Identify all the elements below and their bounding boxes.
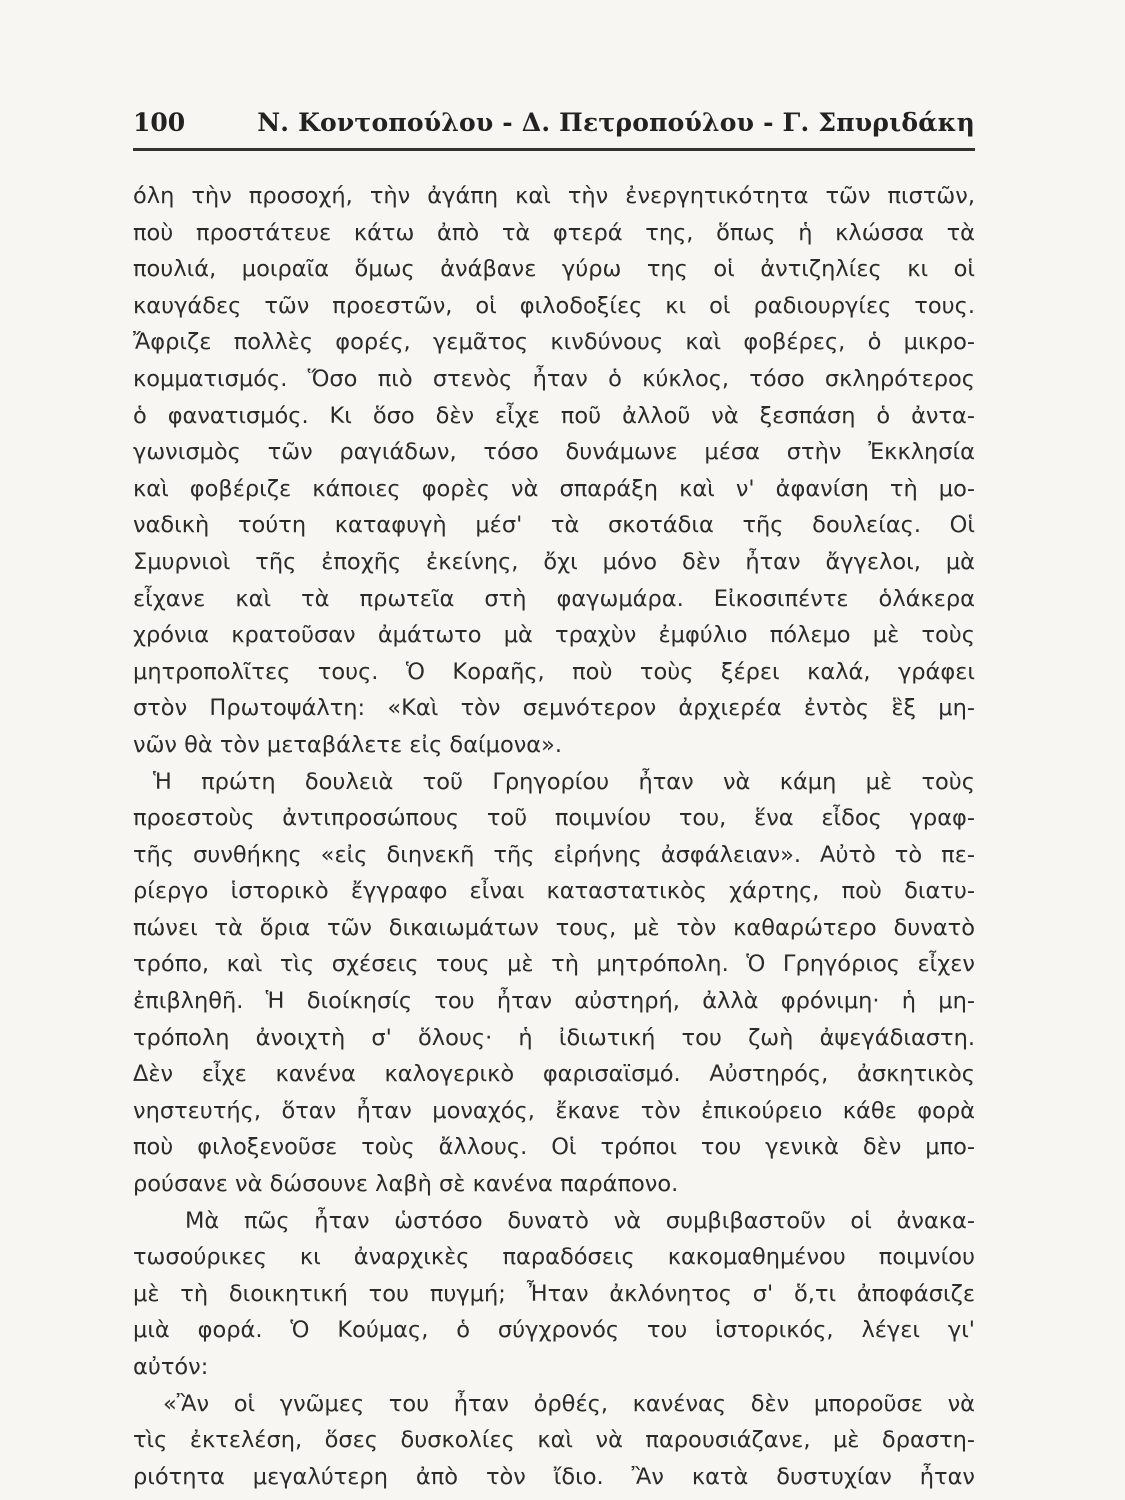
paragraph — [133, 1203, 975, 1386]
text-line: τρόπο, καὶ τὶς σχέσεις τους μὲ τὴ μητρόπολη. Ὁ Γρηγόριος εἶχεν — [133, 951, 975, 978]
text-line: Δὲν εἶχε κανένα καλογερικὸ φαρισαϊσμό. Αὐστηρός, ἀσκητικὸς — [133, 1061, 975, 1088]
text-line: πουλιά, μοιραῖα ὅμως ἀνάβανε γύρω της οἱ ἀντιζηλίες κι οἱ — [133, 256, 975, 283]
text-line: προεστοὺς ἀντιπροσώπους τοῦ ποιμνίου του, ἕνα εἶδος γραφ- — [133, 805, 975, 832]
text-line: ποὺ προστάτευε κάτω ἀπὸ τὰ φτερά της, ὅπως ἡ κλώσσα τὰ — [133, 219, 975, 246]
text-line: αὐτόν: — [133, 1354, 209, 1380]
text-line: Μὰ πῶς ἦταν ὡστόσο δυνατὸ νὰ συμβιβαστοῦν οἱ ἀνακα- — [185, 1207, 975, 1234]
text-line: ριότητα μεγαλύτερη ἀπὸ τὸν ἴδιο. Ἂν κατὰ δυστυχίαν ἦταν — [133, 1463, 975, 1490]
text-line: εἶχανε καὶ τὰ πρωτεῖα στὴ φαγωμάρα. Εἰκοσιπέντε ὁλάκερα — [133, 585, 975, 612]
text-line: μητροπολῖτες τους. Ὁ Κοραῆς, ποὺ τοὺς ξέρει καλά, γράφει — [133, 658, 975, 685]
text-line: όλη τὴν προσοχή, τὴν ἀγάπη καὶ τὴν ἐνεργητικότητα τῶν πιστῶν, — [133, 183, 975, 209]
text-line: γωνισμὸς τῶν ραγιάδων, τόσο δυνάμωνε μέσα στὴν Ἐκκλησία — [133, 439, 975, 466]
running-head — [133, 104, 975, 144]
body-text — [133, 178, 975, 1495]
text-line: Σμυρνιοὶ τῆς ἐποχῆς ἐκείνης, ὄχι μόνο δὲν ἦταν ἄγγελοι, μὰ — [133, 548, 975, 575]
text-line: χρόνια κρατοῦσαν ἀμάτωτο μὰ τραχὺν ἐμφύλιο πόλεμο μὲ τοὺς — [133, 622, 975, 649]
page-number: 100 — [133, 108, 186, 137]
text-line: τρόπολη ἀνοιχτὴ σ' ὅλους· ἡ ἰδιωτική του ζωὴ ἀψεγάδιαστη. — [133, 1024, 975, 1051]
text-line: ρούσανε νὰ δώσουνε λαβὴ σὲ κανένα παράπονο. — [133, 1171, 679, 1198]
paragraph — [133, 764, 975, 1203]
text-line: ὁ φανατισμός. Κι ὅσο δὲν εἶχε ποῦ ἀλλοῦ νὰ ξεσπάση ὁ ἀντα- — [133, 402, 975, 429]
text-line: ρίεργο ἱστορικὸ ἔγγραφο εἶναι καταστατικὸς χάρτης, ποὺ διατυ- — [133, 878, 975, 905]
text-line: τὶς ἐκτελέση, ὅσες δυσκολίες καὶ νὰ παρουσιάζανε, μὲ δραστη- — [133, 1427, 975, 1454]
text-line: μὲ τὴ διοικητική του πυγμή; Ἦταν ἀκλόνητος σ' ὅ,τι ἀποφάσιζε — [133, 1280, 975, 1307]
text-line: στὸν Πρωτοψάλτη: «Καὶ τὸν σεμνότερον ἀρχιερέα ἐντὸς ἓξ μη- — [133, 695, 975, 722]
text-line: «Ἂν οἱ γνῶμες του ἦταν ὀρθές, κανένας δὲν μποροῦσε νὰ — [163, 1390, 975, 1417]
text-line: κομματισμός. Ὅσο πιὸ στενὸς ἦταν ὁ κύκλος, τόσο σκληρότερος — [133, 365, 975, 392]
text-line: τῆς συνθήκης «εἰς διηνεκῆ τῆς εἰρήνης ἀσφάλειαν». Αὐτὸ τὸ πε- — [133, 841, 975, 868]
text-line: καὶ φοβέριζε κάποιες φορὲς νὰ σπαράξη καὶ ν' ἀφανίση τὴ μο- — [133, 475, 975, 502]
paragraph — [133, 1386, 975, 1496]
text-line: νῶν θὰ τὸν μεταβάλετε εἰς δαίμονα». — [133, 731, 563, 758]
header-rule — [133, 148, 975, 151]
text-line: Ἄφριζε πολλὲς φορές, γεμᾶτος κινδύνους καὶ φοβέρες, ὁ μικρο- — [133, 329, 975, 356]
text-line: πώνει τὰ ὅρια τῶν δικαιωμάτων τους, μὲ τὸν καθαρώτερο δυνατὸ — [133, 914, 975, 941]
text-line: καυγάδες τῶν προεστῶν, οἱ φιλοδοξίες κι οἱ ραδιουργίες τους. — [133, 292, 975, 319]
text-line: ναδικὴ τούτη καταφυγὴ μέσ' τὰ σκοτάδια τῆς δουλείας. Οἱ — [133, 512, 975, 539]
paragraph — [133, 178, 975, 764]
running-head-authors: Ν. Κοντοπούλου - Δ. Πετροπούλου - Γ. Σπυριδάκη — [257, 108, 975, 137]
text-line: τωσούρικες κι ἀναρχικὲς παραδόσεις κακομαθημένου ποιμνίου — [133, 1244, 975, 1271]
text-line: νηστευτής, ὅταν ἦταν μοναχός, ἔκανε τὸν ἐπικούρειο κάθε φορὰ — [133, 1097, 975, 1124]
text-line: ἐπιβληθῆ. Ἡ διοίκησίς του ἦταν αὐστηρή, ἀλλὰ φρόνιμη· ἡ μη- — [133, 988, 975, 1015]
text-line: ποὺ φιλοξενοῦσε τοὺς ἄλλους. Οἱ τρόποι του γενικὰ δὲν μπο- — [133, 1134, 975, 1161]
text-line: μιὰ φορά. Ὁ Κούμας, ὁ σύγχρονός του ἱστορικός, λέγει γι' — [133, 1317, 975, 1344]
text-line: Ἡ πρώτη δουλειὰ τοῦ Γρηγορίου ἦταν νὰ κάμη μὲ τοὺς — [153, 768, 975, 795]
